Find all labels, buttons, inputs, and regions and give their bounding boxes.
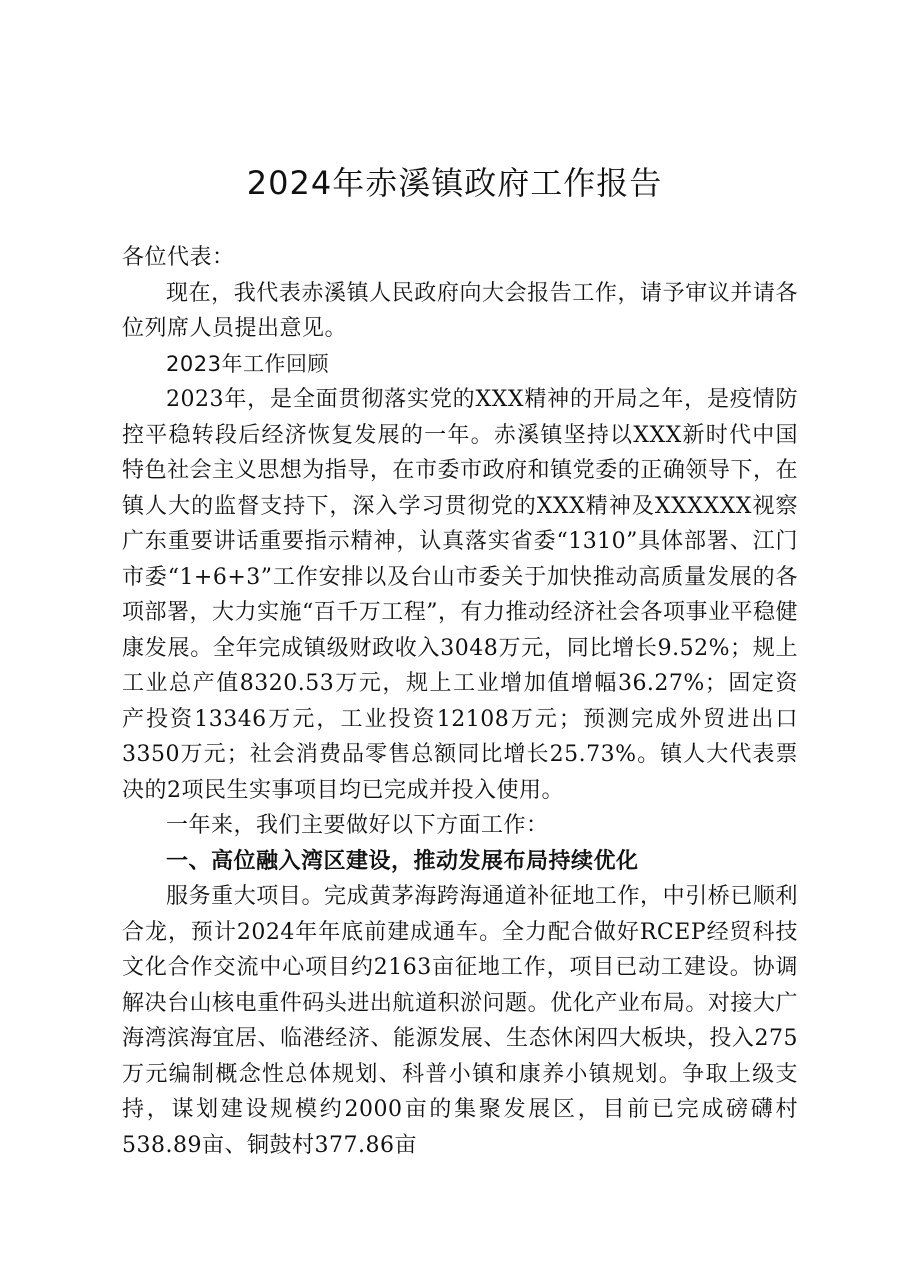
document-body (122, 240, 798, 1163)
section-review-heading: 2023年工作回顾 (166, 351, 329, 376)
work-intro-paragraph: 一年来，我们主要做好以下方面工作： (166, 813, 549, 838)
document-title: 2024年赤溪镇政府工作报告 (246, 164, 663, 202)
salutation: 各位代表： (122, 245, 235, 270)
section-one-paragraph: 服务重大项目。完成黄茅海跨海通道补征地工作，中引桥已顺利合龙，预计2024年年底前建成通车。全力配合做好RCEP经贸科技文化合作交流中心项目约2163亩征地工作，项目已动工建设。协调解决台山核电重件码头进出航道积淤问题。优化产业布局。对接大广海湾滨海宜居、临港经济、能源发展、生态休闲四大板块，投入275万元编制概念性总体规划、科普小镇和康养小镇规划。争取上级支持，谋划建设规模约2000亩的集聚发展区，目前已完成磅礴村538.89亩、铜鼓村377.86亩 (122, 884, 798, 1158)
review-paragraph: 2023年，是全面贯彻落实党的XXX精神的开局之年，是疫情防控平稳转段后经济恢复发展的一年。赤溪镇坚持以XXX新时代中国特色社会主义思想为指导，在市委市政府和镇党委的正确领导下，在镇人大的监督支持下，深入学习贯彻党的XXX精神及XXXXXX视察广东重要讲话重要指示精神，认真落实省委“1310”具体部署、江门市委“1+6+3”工作安排以及台山市委关于加快推动高质量发展的各项部署，大力实施“百千万工程”，有力推动经济社会各项事业平稳健康发展。全年完成镇级财政收入3048万元，同比增长9.52%；规上工业总产值8320.53万元，规上工业增加值增幅36.27%；固定资产投资13346万元，工业投资12108万元；预测完成外贸进出口3350万元；社会消费品零售总额同比增长25.73%。镇人大代表票决的2项民生实事项目均已完成并投入使用。 (122, 387, 798, 803)
section-one-heading: 一、高位融入湾区建设，推动发展布局持续优化 (166, 848, 639, 874)
intro-paragraph: 现在，我代表赤溪镇人民政府向大会报告工作，请予审议并请各位列席人员提出意见。 (122, 280, 798, 341)
